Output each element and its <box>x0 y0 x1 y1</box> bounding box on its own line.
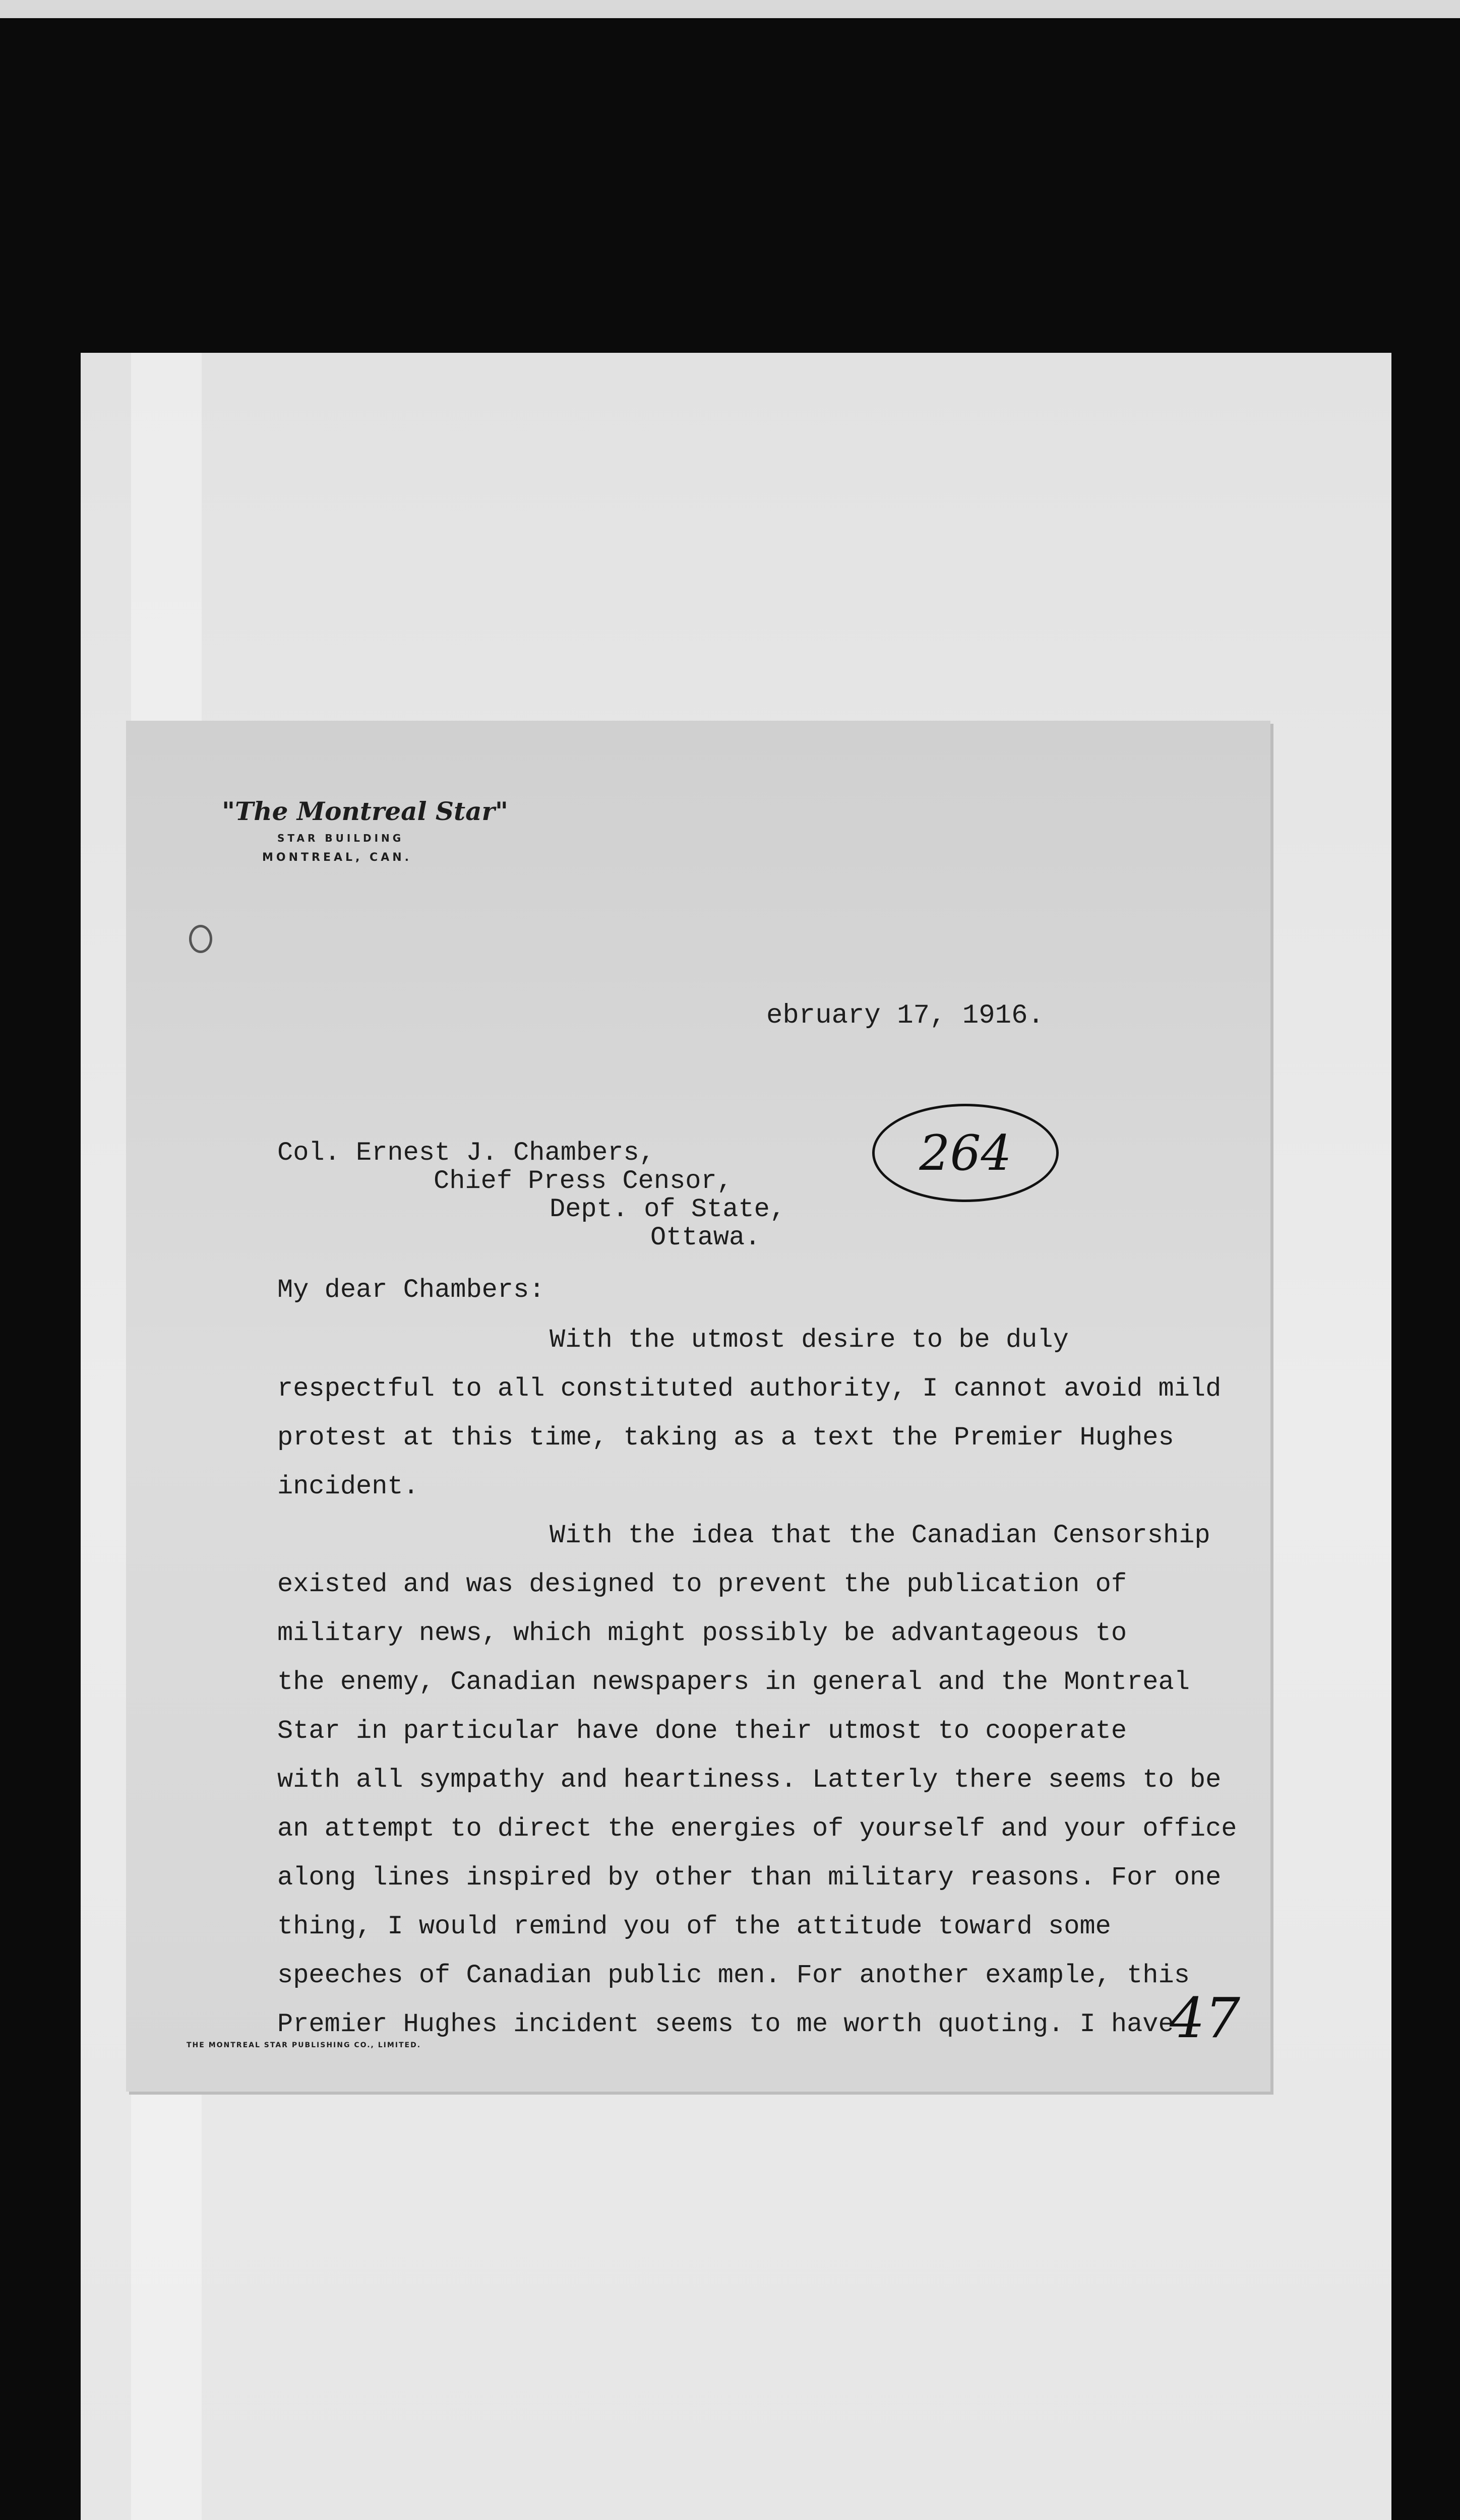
film-edge <box>0 0 1460 18</box>
letterhead-building: STAR BUILDING <box>277 832 404 844</box>
body-line: the enemy, Canadian newspapers in general and the Montreal <box>277 1667 1190 1697</box>
body-line: an attempt to direct the energies of yourself and your office <box>277 1814 1237 1844</box>
body-line: With the idea that the Canadian Censorship <box>550 1521 1210 1550</box>
body-line: protest at this time, taking as a text the Premier Hughes <box>277 1423 1174 1453</box>
letterhead-masthead: "The Montreal Star" <box>222 796 508 826</box>
letter-page <box>126 721 1270 2092</box>
address-line: Chief Press Censor, <box>434 1166 733 1196</box>
body-line: with all sympathy and heartiness. Latterly there seems to be <box>277 1765 1222 1795</box>
letterhead-city: MONTREAL, CAN. <box>262 851 412 864</box>
body-line: incident. <box>277 1472 419 1501</box>
letter-date: ebruary 17, 1916. <box>766 1000 1044 1031</box>
body-line: existed and was designed to prevent the publication of <box>277 1569 1127 1599</box>
recipient-address <box>277 1139 785 1252</box>
body-line: With the utmost desire to be duly <box>550 1325 1069 1355</box>
salutation: My dear Chambers: <box>277 1275 545 1305</box>
body-line: thing, I would remind you of the attitude toward some <box>277 1912 1111 1941</box>
publisher-imprint: THE MONTREAL STAR PUBLISHING CO., LIMITED. <box>187 2041 421 2049</box>
body-line: along lines inspired by other than military reasons. For one <box>277 1863 1222 1893</box>
handwritten-page-number: 47 <box>1170 1986 1240 2050</box>
letter-body <box>277 1315 1237 2049</box>
body-line: speeches of Canadian public men. For another example, this <box>277 1961 1190 1990</box>
address-line: Col. Ernest J. Chambers, <box>277 1138 655 1168</box>
body-line: respectful to all constituted authority, I cannot avoid mild <box>277 1374 1222 1404</box>
body-line: Star in particular have done their utmost to cooperate <box>277 1716 1127 1746</box>
address-line: Ottawa. <box>650 1223 761 1252</box>
body-line: military news, which might possibly be advantageous to <box>277 1618 1127 1648</box>
handwritten-file-number: 264 <box>872 1104 1059 1202</box>
punch-hole <box>189 925 212 953</box>
letterhead <box>222 796 524 864</box>
body-line: Premier Hughes incident seems to me worth quoting. I have <box>277 2009 1174 2039</box>
address-line: Dept. of State, <box>550 1194 786 1224</box>
